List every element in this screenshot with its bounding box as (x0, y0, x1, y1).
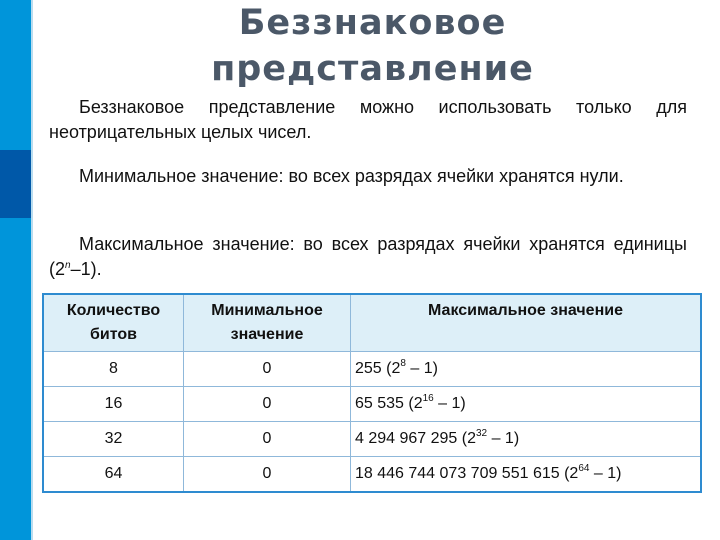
cell-max (351, 387, 702, 422)
title-line-2: представление (211, 49, 534, 89)
side-bar (0, 0, 31, 540)
paragraph-max-value (49, 232, 687, 282)
cell-max-exponent: 64 (578, 463, 590, 474)
cell-max-value: 4 294 967 295 (2 (355, 430, 476, 447)
title-line-1: Беззнаковое (238, 3, 507, 43)
cell-max-value: 65 535 (2 (355, 395, 423, 412)
side-divider (31, 0, 33, 540)
header-min-line-1: Минимальное (211, 302, 323, 319)
cell-min: 0 (184, 352, 351, 387)
header-bits-line-1: Количество (66, 302, 161, 319)
cell-bits: 16 (43, 387, 184, 422)
table-header-row (43, 294, 701, 352)
table-row (43, 352, 701, 387)
cell-max-value: 18 446 744 073 709 551 615 (2 (355, 465, 579, 482)
header-bits (43, 294, 184, 352)
cell-max (351, 352, 702, 387)
cell-max-tail: – 1) (487, 430, 520, 447)
cell-bits: 64 (43, 457, 184, 493)
max-value-exponent: n (65, 260, 71, 271)
header-min (184, 294, 351, 352)
cell-max-tail: – 1) (405, 360, 438, 377)
paragraph-min-value: Минимальное значение: во всех разрядах ячейки хранятся нули. (79, 166, 624, 186)
table-row (43, 422, 701, 457)
cell-max-value: 255 (2 (355, 360, 401, 377)
unsigned-range-table (42, 293, 702, 493)
cell-max-exponent: 16 (422, 393, 434, 404)
max-value-tail: –1). (70, 259, 102, 279)
cell-max-tail: – 1) (589, 465, 622, 482)
paragraph-unsigned-usage: Беззнаковое представление можно использовать только для неотрицательных целых чисел. (49, 97, 687, 142)
cell-min: 0 (184, 422, 351, 457)
cell-max-tail: – 1) (433, 395, 466, 412)
slide-title (40, 0, 705, 92)
cell-max-exponent: 8 (400, 358, 406, 369)
header-min-line-2: значение (230, 326, 304, 343)
max-value-text: Максимальное значение: во всех разрядах ячейки хранятся единицы (2 (49, 234, 687, 279)
cell-bits: 8 (43, 352, 184, 387)
cell-max-exponent: 32 (476, 428, 488, 439)
cell-bits: 32 (43, 422, 184, 457)
cell-min: 0 (184, 457, 351, 493)
header-max: Максимальное значение (351, 294, 702, 352)
table-row (43, 457, 701, 493)
cell-max (351, 457, 702, 493)
table-row (43, 387, 701, 422)
cell-min: 0 (184, 387, 351, 422)
header-bits-line-2: битов (90, 326, 137, 343)
side-bar-accent (0, 150, 31, 218)
cell-max (351, 422, 702, 457)
